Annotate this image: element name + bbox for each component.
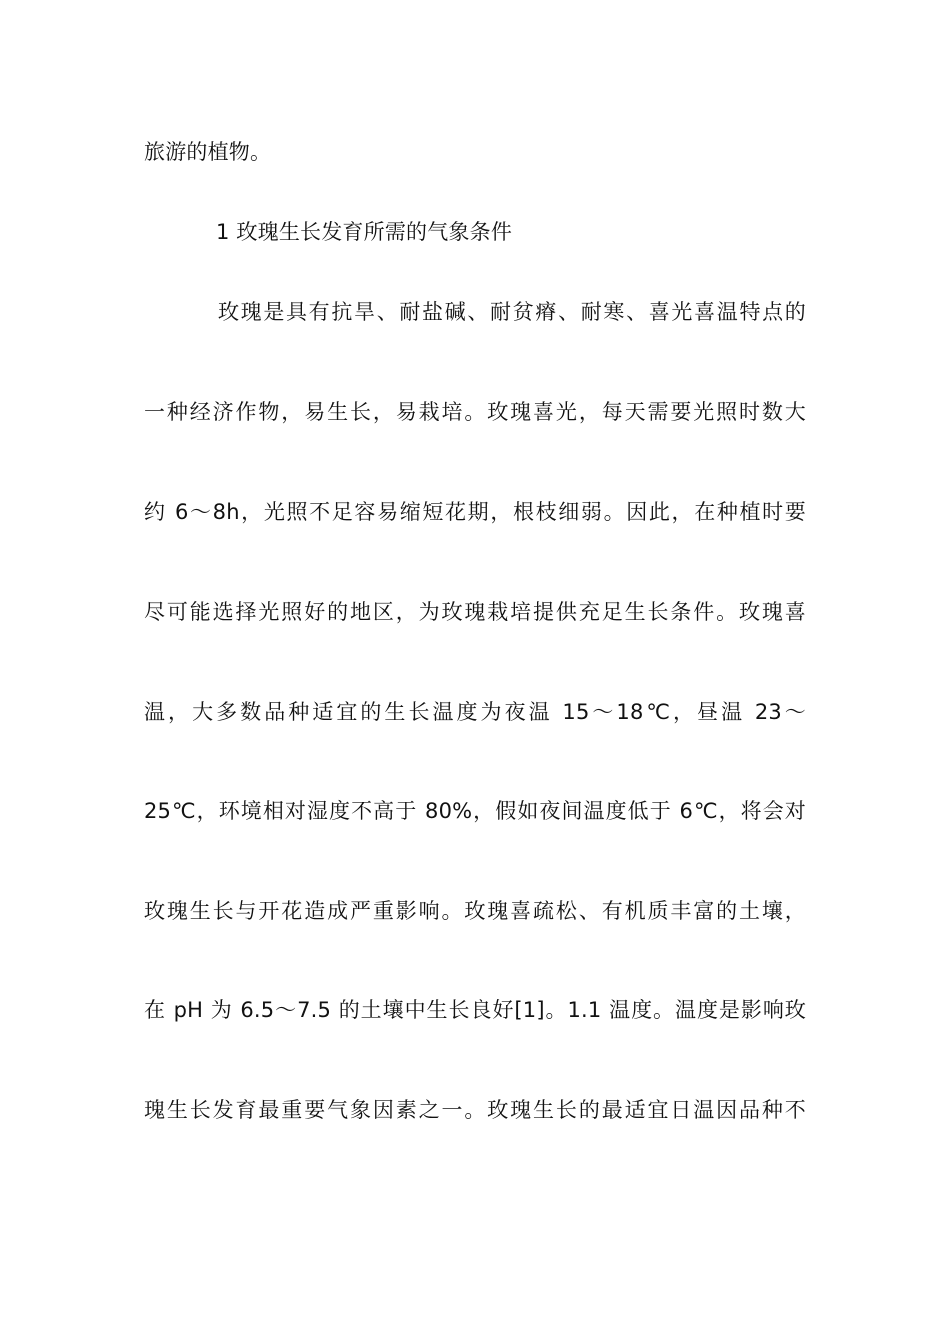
paragraph-line: 玫瑰是具有抗旱、耐盐碱、耐贫瘠、耐寒、喜光喜温特点的 (218, 300, 806, 324)
paragraph-line: 约 6～8h，光照不足容易缩短花期，根枝细弱。因此，在种植时要 (144, 500, 806, 524)
section-heading: 1 玫瑰生长发育所需的气象条件 (216, 220, 513, 244)
paragraph-line: 旅游的植物。 (144, 140, 272, 164)
paragraph-line: 玫瑰生长与开花造成严重影响。玫瑰喜疏松、有机质丰富的土壤， (144, 899, 806, 923)
paragraph-line: 一种经济作物，易生长，易栽培。玫瑰喜光，每天需要光照时数大 (144, 400, 806, 424)
paragraph-line: 尽可能选择光照好的地区，为玫瑰栽培提供充足生长条件。玫瑰喜 (144, 600, 806, 624)
paragraph-line: 在 pH 为 6.5～7.5 的土壤中生长良好[1]。1.1 温度。温度是影响玫 (144, 998, 806, 1022)
paragraph-line: 温，大多数品种适宜的生长温度为夜温 15～18℃，昼温 23～ (144, 700, 806, 724)
paragraph-line: 瑰生长发育最重要气象因素之一。玫瑰生长的最适宜日温因品种不 (144, 1098, 806, 1122)
paragraph-line: 25℃，环境相对湿度不高于 80%，假如夜间温度低于 6℃，将会对 (144, 799, 806, 823)
